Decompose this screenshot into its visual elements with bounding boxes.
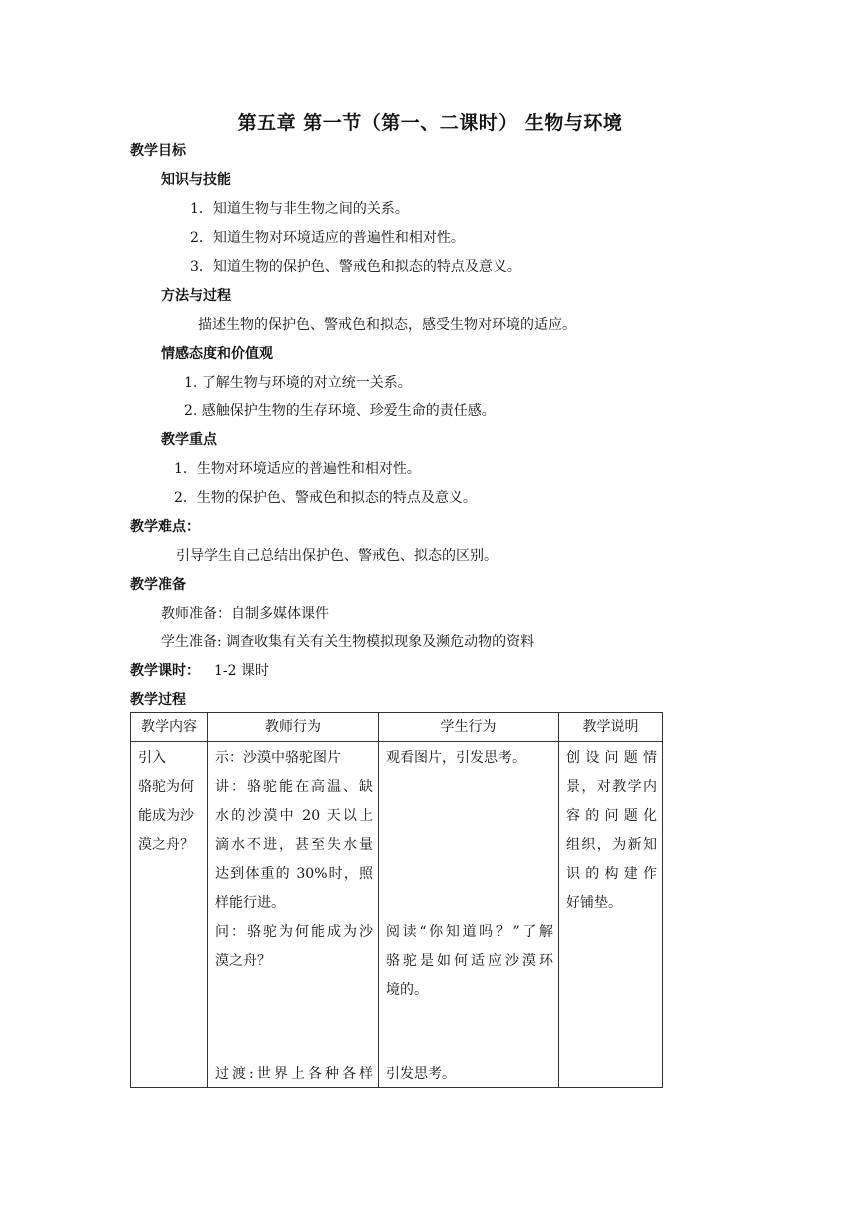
cell-line: 创设问题情 bbox=[566, 750, 657, 766]
hours-heading: 教学课时： bbox=[130, 663, 200, 679]
cell-line: 漠之舟？ bbox=[138, 837, 194, 853]
cell-line: 识的构建作 bbox=[566, 866, 657, 882]
cell-line: 达到体重的 30%时，照 bbox=[215, 866, 373, 882]
teacher-cell bbox=[208, 742, 379, 1088]
emotion-heading: 情感态度和价值观 bbox=[161, 346, 273, 362]
cell-line: 能成为沙 bbox=[138, 808, 194, 824]
cell-line: 引发思考。 bbox=[386, 1066, 456, 1082]
student-preparation: 学生准备: 调查收集有关有关生物模拟现象及濒危动物的资料 bbox=[161, 634, 535, 650]
cell-line: 漠之舟？ bbox=[215, 953, 271, 969]
difficulty-heading: 教学难点： bbox=[130, 519, 200, 535]
preparation-heading: 教学准备 bbox=[130, 577, 186, 593]
cell-line: 境的。 bbox=[386, 982, 428, 998]
cell-line: 阅读“你知道吗？”了解 bbox=[386, 924, 553, 940]
cell-line: 组织，为新知 bbox=[566, 837, 657, 853]
process-heading: 教学过程 bbox=[130, 692, 186, 708]
cell-line: 滴水不进，甚至失水量 bbox=[215, 837, 373, 853]
key-point-item: 1．生物对环境适应的普遍性和相对性。 bbox=[174, 461, 421, 477]
header-cell: 学生行为 bbox=[379, 713, 559, 742]
knowledge-item: 1．知道生物与非生物之间的关系。 bbox=[190, 201, 409, 217]
emotion-item: 1. 了解生物与环境的对立统一关系。 bbox=[184, 375, 412, 391]
student-cell bbox=[379, 742, 559, 1088]
knowledge-heading: 知识与技能 bbox=[161, 172, 231, 188]
page-title: 第五章 第一节（第一、二课时） 生物与环境 bbox=[237, 112, 623, 134]
header-cell: 教师行为 bbox=[208, 713, 379, 742]
cell-line: 好铺垫。 bbox=[566, 895, 622, 911]
method-heading: 方法与过程 bbox=[161, 288, 231, 304]
cell-line: 水的沙漠中 20 天以上 bbox=[215, 808, 373, 824]
table-header-row bbox=[131, 713, 663, 742]
cell-line: 过渡:世界上各种各样 bbox=[215, 1066, 373, 1082]
cell-line: 骆驼为何 bbox=[138, 779, 194, 795]
cell-line: 样能行进。 bbox=[215, 895, 285, 911]
teacher-preparation: 教师准备：自制多媒体课件 bbox=[161, 606, 329, 622]
hours-line bbox=[130, 661, 269, 681]
difficulty-text: 引导学生自己总结出保护色、警戒色、拟态的区别。 bbox=[176, 548, 498, 564]
method-text: 描述生物的保护色、警戒色和拟态，感受生物对环境的适应。 bbox=[198, 317, 576, 333]
cell-line: 引入 bbox=[138, 750, 166, 766]
knowledge-item: 2．知道生物对环境适应的普遍性和相对性。 bbox=[190, 230, 465, 246]
cell-line: 骆驼是如何适应沙漠环 bbox=[386, 953, 553, 969]
cell-line: 容的问题化 bbox=[566, 808, 657, 824]
header-cell: 教学内容 bbox=[131, 713, 208, 742]
hours-value: 1-2 课时 bbox=[214, 663, 269, 679]
header-cell: 教学说明 bbox=[559, 713, 663, 742]
cell-line: 观看图片，引发思考。 bbox=[386, 750, 526, 766]
cell-line: 示：沙漠中骆驼图片 bbox=[215, 750, 341, 766]
key-points-heading: 教学重点 bbox=[161, 432, 217, 448]
key-point-item: 2．生物的保护色、警戒色和拟态的特点及意义。 bbox=[174, 490, 477, 506]
note-cell bbox=[559, 742, 663, 1088]
cell-line: 讲：骆驼能在高温、缺 bbox=[215, 779, 373, 795]
emotion-item: 2. 感触保护生物的生存环境、珍爱生命的责任感。 bbox=[184, 403, 496, 419]
cell-line: 问：骆驼为何能成为沙 bbox=[215, 924, 373, 940]
knowledge-item: 3．知道生物的保护色、警戒色和拟态的特点及意义。 bbox=[190, 259, 521, 275]
objectives-heading: 教学目标 bbox=[130, 143, 186, 159]
content-cell bbox=[131, 742, 208, 1088]
process-table bbox=[130, 712, 663, 1088]
table-row bbox=[131, 742, 663, 1088]
cell-line: 景，对教学内 bbox=[566, 779, 657, 795]
